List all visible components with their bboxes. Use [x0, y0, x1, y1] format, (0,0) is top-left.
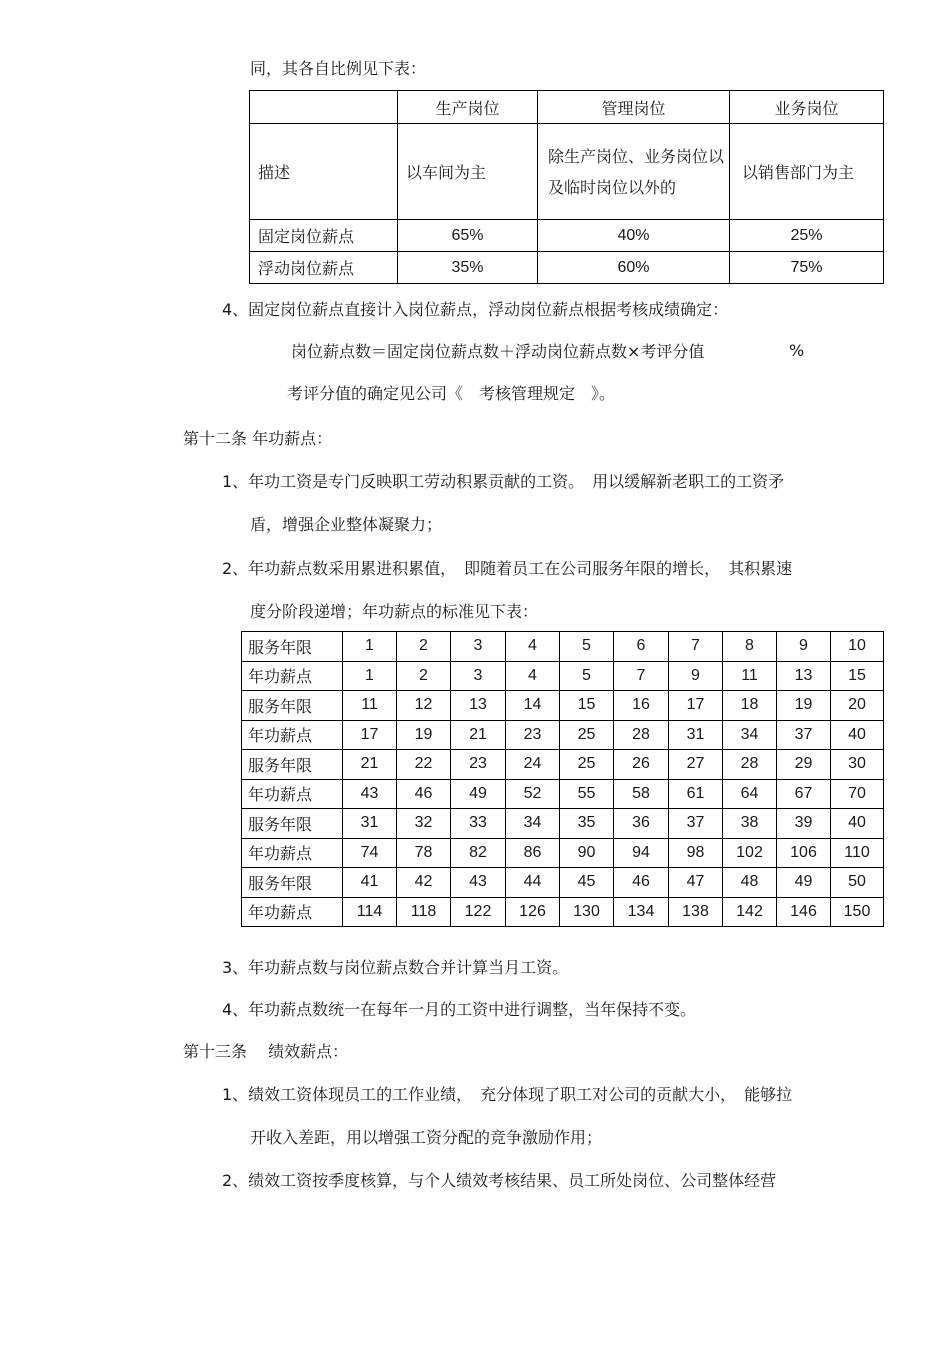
table2-cell: 17 [343, 720, 397, 750]
item-4: 4、固定岗位薪点直接计入岗位薪点，浮动岗位薪点根据考核成绩确定： [222, 300, 729, 319]
table2-cell: 27 [669, 750, 723, 780]
table1-row-label: 描述 [250, 124, 398, 220]
table1-header-production: 生产岗位 [398, 91, 538, 124]
table2-cell: 31 [343, 809, 397, 839]
table1-cell: 65% [398, 220, 538, 252]
table2-cell: 86 [506, 838, 560, 868]
table2-cell: 23 [451, 750, 506, 780]
table2-cell: 4 [506, 661, 560, 691]
table2-cell: 39 [777, 809, 831, 839]
table2-cell: 1 [343, 661, 397, 691]
table2-cell: 34 [723, 720, 777, 750]
table2-cell: 19 [777, 691, 831, 721]
table2-row [242, 632, 884, 662]
table1-header-management: 管理岗位 [538, 91, 730, 124]
a12-item3: 3、年功薪点数与岗位薪点数合并计算当月工资。 [222, 958, 569, 977]
table2-row-label: 服务年限 [242, 632, 343, 662]
table2-cell: 47 [669, 868, 723, 898]
table1-row-label: 固定岗位薪点 [250, 220, 398, 252]
table2-row-label: 服务年限 [242, 750, 343, 780]
table2-cell: 24 [506, 750, 560, 780]
table2-cell: 11 [723, 661, 777, 691]
table1-header-empty [250, 91, 398, 124]
table2-cell: 2 [397, 661, 451, 691]
table2-row-label: 服务年限 [242, 868, 343, 898]
table2-cell: 41 [343, 868, 397, 898]
table1-cell: 以销售部门为主 [730, 124, 884, 220]
table2-cell: 21 [343, 750, 397, 780]
table1-cell: 60% [538, 252, 730, 284]
table2-cell: 4 [506, 632, 560, 662]
table1-cell: 25% [730, 220, 884, 252]
table2-row [242, 838, 884, 868]
table2-cell: 122 [451, 897, 506, 927]
a12-item1-line2: 盾，增强企业整体凝聚力； [250, 515, 443, 534]
table2-cell: 58 [614, 779, 669, 809]
article-13-title: 第十三条 绩效薪点： [183, 1042, 349, 1061]
table2-cell: 114 [343, 897, 397, 927]
table2-cell: 110 [831, 838, 884, 868]
table2-cell: 11 [343, 691, 397, 721]
table2-row [242, 809, 884, 839]
table2-cell: 34 [506, 809, 560, 839]
table2-cell: 55 [560, 779, 614, 809]
table1-cell: 40% [538, 220, 730, 252]
formula: 岗位薪点数＝固定岗位薪点数＋浮动岗位薪点数×考评分值 [291, 342, 705, 361]
table2-cell: 40 [831, 809, 884, 839]
table2-row [242, 750, 884, 780]
a13-item2-line1: 2、绩效工资按季度核算，与个人绩效考核结果、员工所处岗位、公司整体经营 [222, 1171, 777, 1190]
a12-item2-line2: 度分阶段递增；年功薪点的标准见下表： [250, 602, 539, 621]
table2-row [242, 691, 884, 721]
a12-item4: 4、年功薪点数统一在每年一月的工资中进行调整，当年保持不变。 [222, 1000, 697, 1019]
table2-cell: 15 [831, 661, 884, 691]
table2-cell: 146 [777, 897, 831, 927]
table2-cell: 28 [723, 750, 777, 780]
table2-cell: 78 [397, 838, 451, 868]
table2-cell: 150 [831, 897, 884, 927]
table2-cell: 17 [669, 691, 723, 721]
table2-cell: 23 [506, 720, 560, 750]
table2-cell: 29 [777, 750, 831, 780]
table1-cell: 除生产岗位、业务岗位以及临时岗位以外的 [538, 124, 730, 220]
table2-cell: 48 [723, 868, 777, 898]
table2-cell: 26 [614, 750, 669, 780]
table2-cell: 94 [614, 838, 669, 868]
table2-cell: 25 [560, 720, 614, 750]
table2-row [242, 897, 884, 927]
a13-item1-line2: 开收入差距，用以增强工资分配的竞争激励作用； [250, 1128, 603, 1147]
ratio-table [249, 90, 884, 284]
table2-cell: 43 [451, 868, 506, 898]
table2-cell: 9 [669, 661, 723, 691]
table2-cell: 21 [451, 720, 506, 750]
table1-header-business: 业务岗位 [730, 91, 884, 124]
table2-cell: 102 [723, 838, 777, 868]
a12-item2-line1: 2、年功薪点数采用累进积累值， 即随着员工在公司服务年限的增长， 其积累速 [222, 559, 793, 578]
table2-cell: 70 [831, 779, 884, 809]
table2-cell: 45 [560, 868, 614, 898]
table2-cell: 9 [777, 632, 831, 662]
table2-cell: 18 [723, 691, 777, 721]
table2-cell: 46 [614, 868, 669, 898]
table2-cell: 138 [669, 897, 723, 927]
table2-cell: 14 [506, 691, 560, 721]
table2-cell: 98 [669, 838, 723, 868]
table2-cell: 43 [343, 779, 397, 809]
table2-cell: 44 [506, 868, 560, 898]
table2-cell: 130 [560, 897, 614, 927]
table2-cell: 25 [560, 750, 614, 780]
table2-cell: 134 [614, 897, 669, 927]
formula-percent: % [789, 341, 805, 360]
table2-cell: 49 [777, 868, 831, 898]
intro-line: 同，其各自比例见下表： [250, 59, 427, 78]
table1-cell: 75% [730, 252, 884, 284]
seniority-table-body [242, 632, 884, 927]
table2-cell: 10 [831, 632, 884, 662]
table2-cell: 33 [451, 809, 506, 839]
seniority-points-table [241, 631, 884, 927]
table2-cell: 16 [614, 691, 669, 721]
table2-cell: 90 [560, 838, 614, 868]
table2-cell: 3 [451, 632, 506, 662]
table2-cell: 49 [451, 779, 506, 809]
table2-cell: 36 [614, 809, 669, 839]
table2-row-label: 年功薪点 [242, 779, 343, 809]
table2-cell: 74 [343, 838, 397, 868]
table2-cell: 37 [777, 720, 831, 750]
table2-cell: 64 [723, 779, 777, 809]
table2-cell: 28 [614, 720, 669, 750]
article-12-title: 第十二条 年功薪点： [183, 429, 333, 448]
table2-cell: 5 [560, 632, 614, 662]
table2-cell: 30 [831, 750, 884, 780]
table2-cell: 32 [397, 809, 451, 839]
table2-cell: 38 [723, 809, 777, 839]
table2-cell: 61 [669, 779, 723, 809]
table2-row-label: 服务年限 [242, 809, 343, 839]
table2-cell: 106 [777, 838, 831, 868]
table2-cell: 67 [777, 779, 831, 809]
table2-row-label: 年功薪点 [242, 838, 343, 868]
table2-cell: 12 [397, 691, 451, 721]
a13-item1-line1: 1、绩效工资体现员工的工作业绩， 充分体现了职工对公司的贡献大小， 能够拉 [222, 1085, 793, 1104]
table2-cell: 35 [560, 809, 614, 839]
table2-row [242, 720, 884, 750]
table2-cell: 13 [777, 661, 831, 691]
table2-cell: 6 [614, 632, 669, 662]
table1-cell: 35% [398, 252, 538, 284]
table2-cell: 2 [397, 632, 451, 662]
table2-cell: 13 [451, 691, 506, 721]
table2-cell: 50 [831, 868, 884, 898]
table1-row-label: 浮动岗位薪点 [250, 252, 398, 284]
table2-cell: 1 [343, 632, 397, 662]
table2-cell: 126 [506, 897, 560, 927]
table2-cell: 19 [397, 720, 451, 750]
table2-row [242, 661, 884, 691]
table2-cell: 3 [451, 661, 506, 691]
table2-cell: 40 [831, 720, 884, 750]
table2-cell: 82 [451, 838, 506, 868]
table2-row [242, 868, 884, 898]
table2-cell: 42 [397, 868, 451, 898]
table2-row-label: 年功薪点 [242, 720, 343, 750]
table2-row-label: 服务年限 [242, 691, 343, 721]
a12-item1-line1: 1、年功工资是专门反映职工劳动积累贡献的工资。 用以缓解新老职工的工资矛 [222, 472, 785, 491]
table2-cell: 46 [397, 779, 451, 809]
evaluation-note: 考评分值的确定见公司《 考核管理规定 》。 [287, 384, 616, 403]
table2-cell: 15 [560, 691, 614, 721]
table2-cell: 5 [560, 661, 614, 691]
table2-cell: 31 [669, 720, 723, 750]
table2-cell: 7 [669, 632, 723, 662]
table2-row-label: 年功薪点 [242, 661, 343, 691]
table2-cell: 8 [723, 632, 777, 662]
table2-cell: 37 [669, 809, 723, 839]
table2-cell: 7 [614, 661, 669, 691]
table2-cell: 52 [506, 779, 560, 809]
table2-row [242, 779, 884, 809]
table2-cell: 22 [397, 750, 451, 780]
table2-cell: 20 [831, 691, 884, 721]
table2-cell: 118 [397, 897, 451, 927]
table1-cell: 以车间为主 [398, 124, 538, 220]
table2-row-label: 年功薪点 [242, 897, 343, 927]
table2-cell: 142 [723, 897, 777, 927]
